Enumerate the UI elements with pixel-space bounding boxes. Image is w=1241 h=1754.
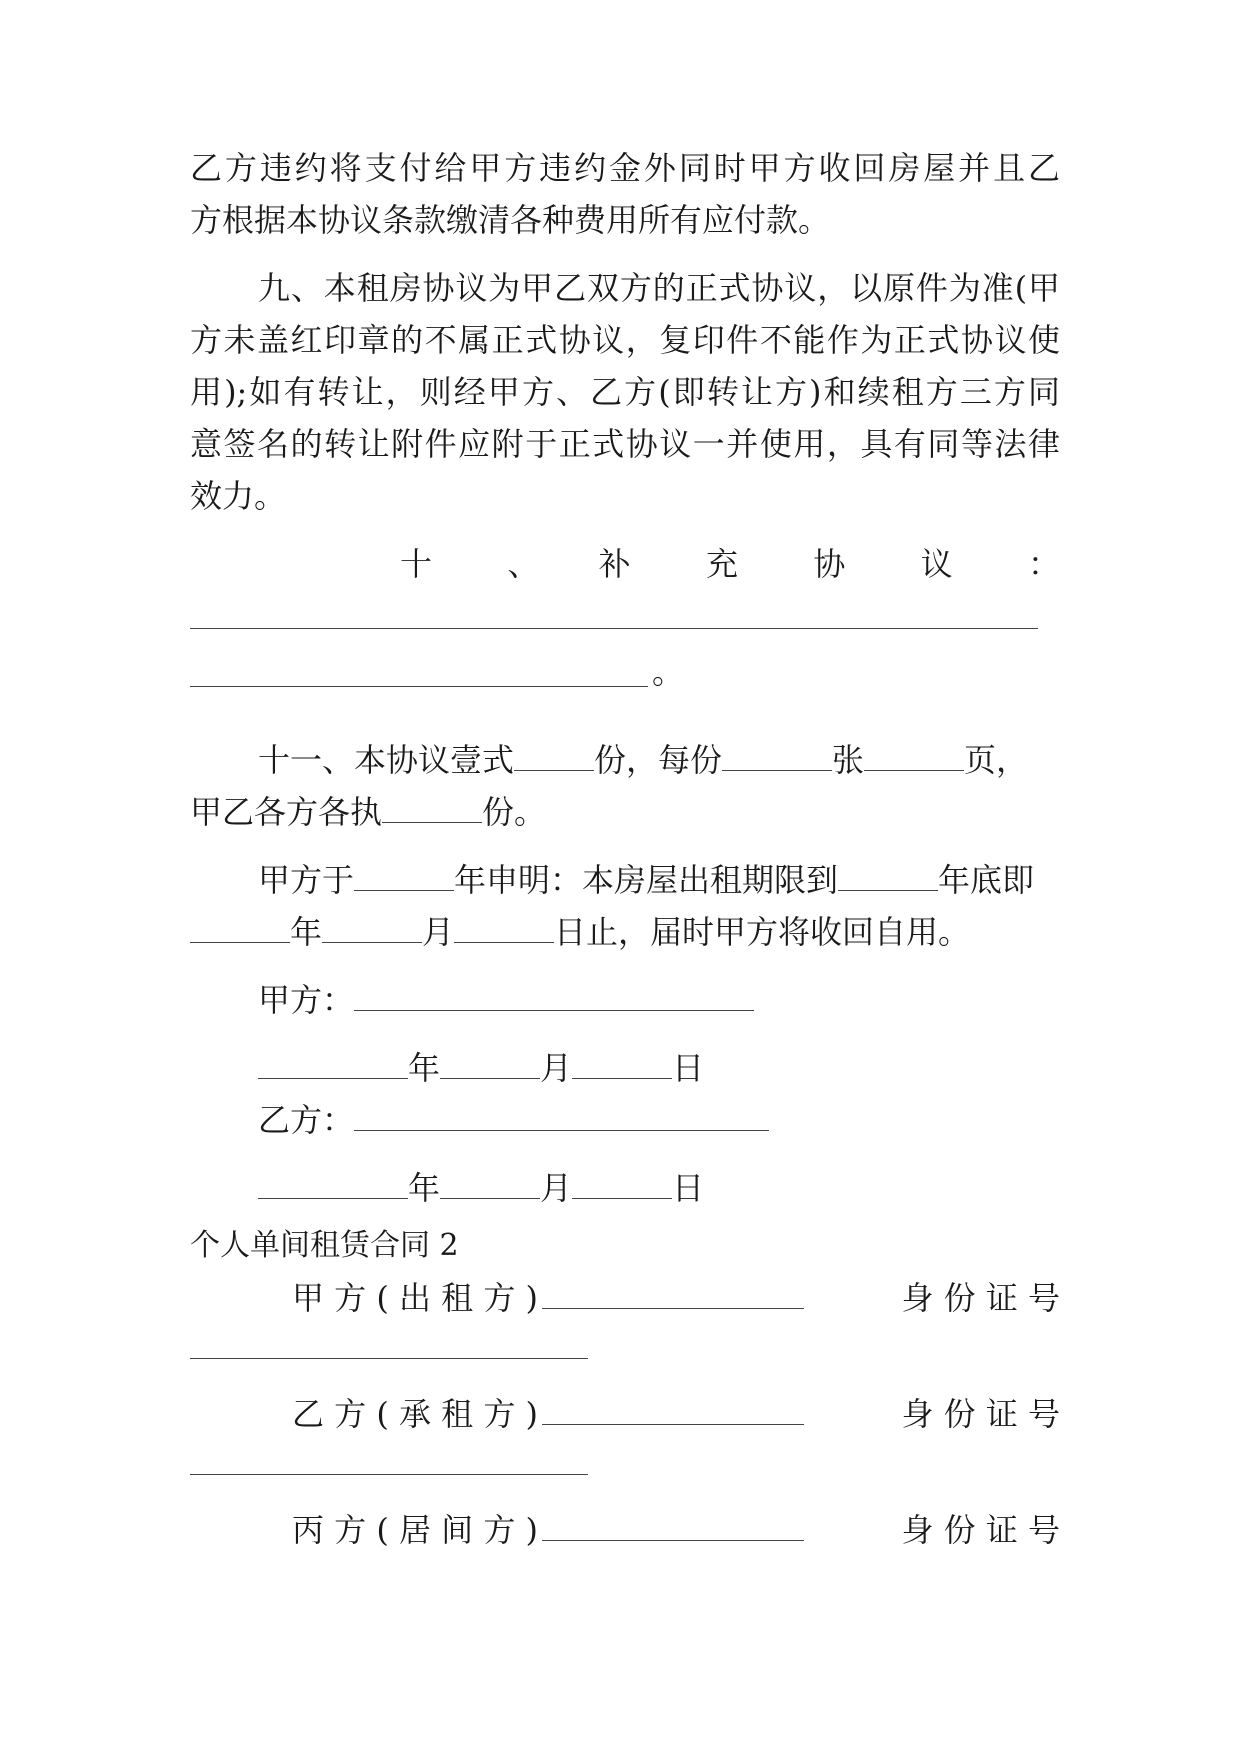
- lessee-name-blank: [542, 1396, 804, 1425]
- lessor-id-blank: [190, 1358, 588, 1359]
- party-b-signature-line: [258, 1098, 1060, 1142]
- lessee-label: 乙 方 ( 承 租 方 ): [292, 1395, 539, 1433]
- supplement-end-mark: 。: [652, 653, 685, 691]
- agent-line: [292, 1508, 1060, 1552]
- agent-name-blank: [542, 1512, 804, 1541]
- clause-9-line: 用);如有转让，则经甲方、乙方(即转让方)和续租方三方同: [190, 373, 1060, 411]
- declaration-text: 甲方于: [258, 861, 355, 899]
- supplement-blank-line: [190, 686, 648, 687]
- pages-blank: [864, 742, 964, 771]
- clause-10-heading: 十 、 补 充 协 议 ：: [400, 545, 1060, 583]
- lessee-id-blank: [190, 1474, 588, 1475]
- lessor-name-blank: [542, 1280, 804, 1309]
- party-b-date-line: [258, 1166, 1060, 1210]
- id-number-label: 身 份 证 号: [901, 1395, 1060, 1433]
- clause-11-text: 张: [832, 741, 865, 779]
- clause-11-text: 页，: [964, 741, 1029, 779]
- clause-11-text: 十一、本协议壹式: [258, 741, 515, 779]
- year-label: 年: [408, 1169, 441, 1207]
- declaration-line: [258, 858, 1060, 902]
- day-label: 日: [672, 1169, 705, 1207]
- clause-9-line: 九、本租房协议为甲乙双方的正式协议，以原件为准(甲: [258, 269, 1060, 307]
- party-a-signature-blank: [354, 982, 754, 1011]
- year-blank: [258, 1050, 408, 1079]
- sheets-blank: [722, 742, 832, 771]
- clause-11-line: [258, 738, 1060, 782]
- agent-label: 丙 方 ( 居 间 方 ): [292, 1511, 539, 1549]
- day-blank: [572, 1170, 672, 1199]
- party-a-date-line: [258, 1046, 1060, 1090]
- declaration-line: [190, 910, 1060, 954]
- lessor-line: [292, 1276, 1060, 1320]
- declaration-text: 日止，届时甲方将收回自用。: [554, 913, 971, 951]
- clause-9-line: 意签名的转让附件应附于正式协议一并使用，具有同等法律: [190, 425, 1060, 463]
- declaration-text: 年底即: [938, 861, 1035, 899]
- clause-9-line: 效力。: [190, 477, 287, 515]
- party-b-label: 乙方：: [258, 1101, 355, 1139]
- month-blank: [440, 1050, 540, 1079]
- clause-11-text: 甲乙各方各执: [190, 793, 383, 831]
- clause-9-line: 方未盖红印章的不属正式协议，复印件不能作为正式协议使: [190, 321, 1060, 359]
- copies-blank: [514, 742, 594, 771]
- year-blank: [190, 914, 290, 943]
- month-label: 月: [540, 1169, 573, 1207]
- declaration-text: 年: [290, 913, 323, 951]
- party-a-signature-line: [258, 978, 1060, 1022]
- month-blank: [322, 914, 422, 943]
- lessor-label: 甲 方 ( 出 租 方 ): [292, 1279, 539, 1317]
- year-label: 年: [408, 1049, 441, 1087]
- year-blank: [838, 862, 938, 891]
- contract-title: 个人单间租赁合同 2: [190, 1228, 459, 1263]
- clause-11-text: 份，每份: [594, 741, 723, 779]
- id-number-label: 身 份 证 号: [901, 1279, 1060, 1317]
- paragraph-line: 乙方违约将支付给甲方违约金外同时甲方收回房屋并且乙: [190, 149, 1060, 187]
- month-label: 月: [540, 1049, 573, 1087]
- id-number-label: 身 份 证 号: [901, 1511, 1060, 1549]
- clause-11-line: [190, 790, 1060, 834]
- declaration-text: 年申明：本房屋出租期限到: [454, 861, 839, 899]
- day-blank: [454, 914, 554, 943]
- party-b-signature-blank: [354, 1102, 769, 1131]
- paragraph-line: 方根据本协议条款缴清各种费用所有应付款。: [190, 201, 831, 239]
- clause-11-text: 份。: [482, 793, 547, 831]
- lessee-line: [292, 1392, 1060, 1436]
- each-party-copies-blank: [382, 794, 482, 823]
- day-blank: [572, 1050, 672, 1079]
- year-blank: [354, 862, 454, 891]
- supplement-blank-line: [190, 628, 1038, 629]
- day-label: 日: [672, 1049, 705, 1087]
- month-blank: [440, 1170, 540, 1199]
- declaration-text: 月: [422, 913, 455, 951]
- party-a-label: 甲方：: [258, 981, 355, 1019]
- year-blank: [258, 1170, 408, 1199]
